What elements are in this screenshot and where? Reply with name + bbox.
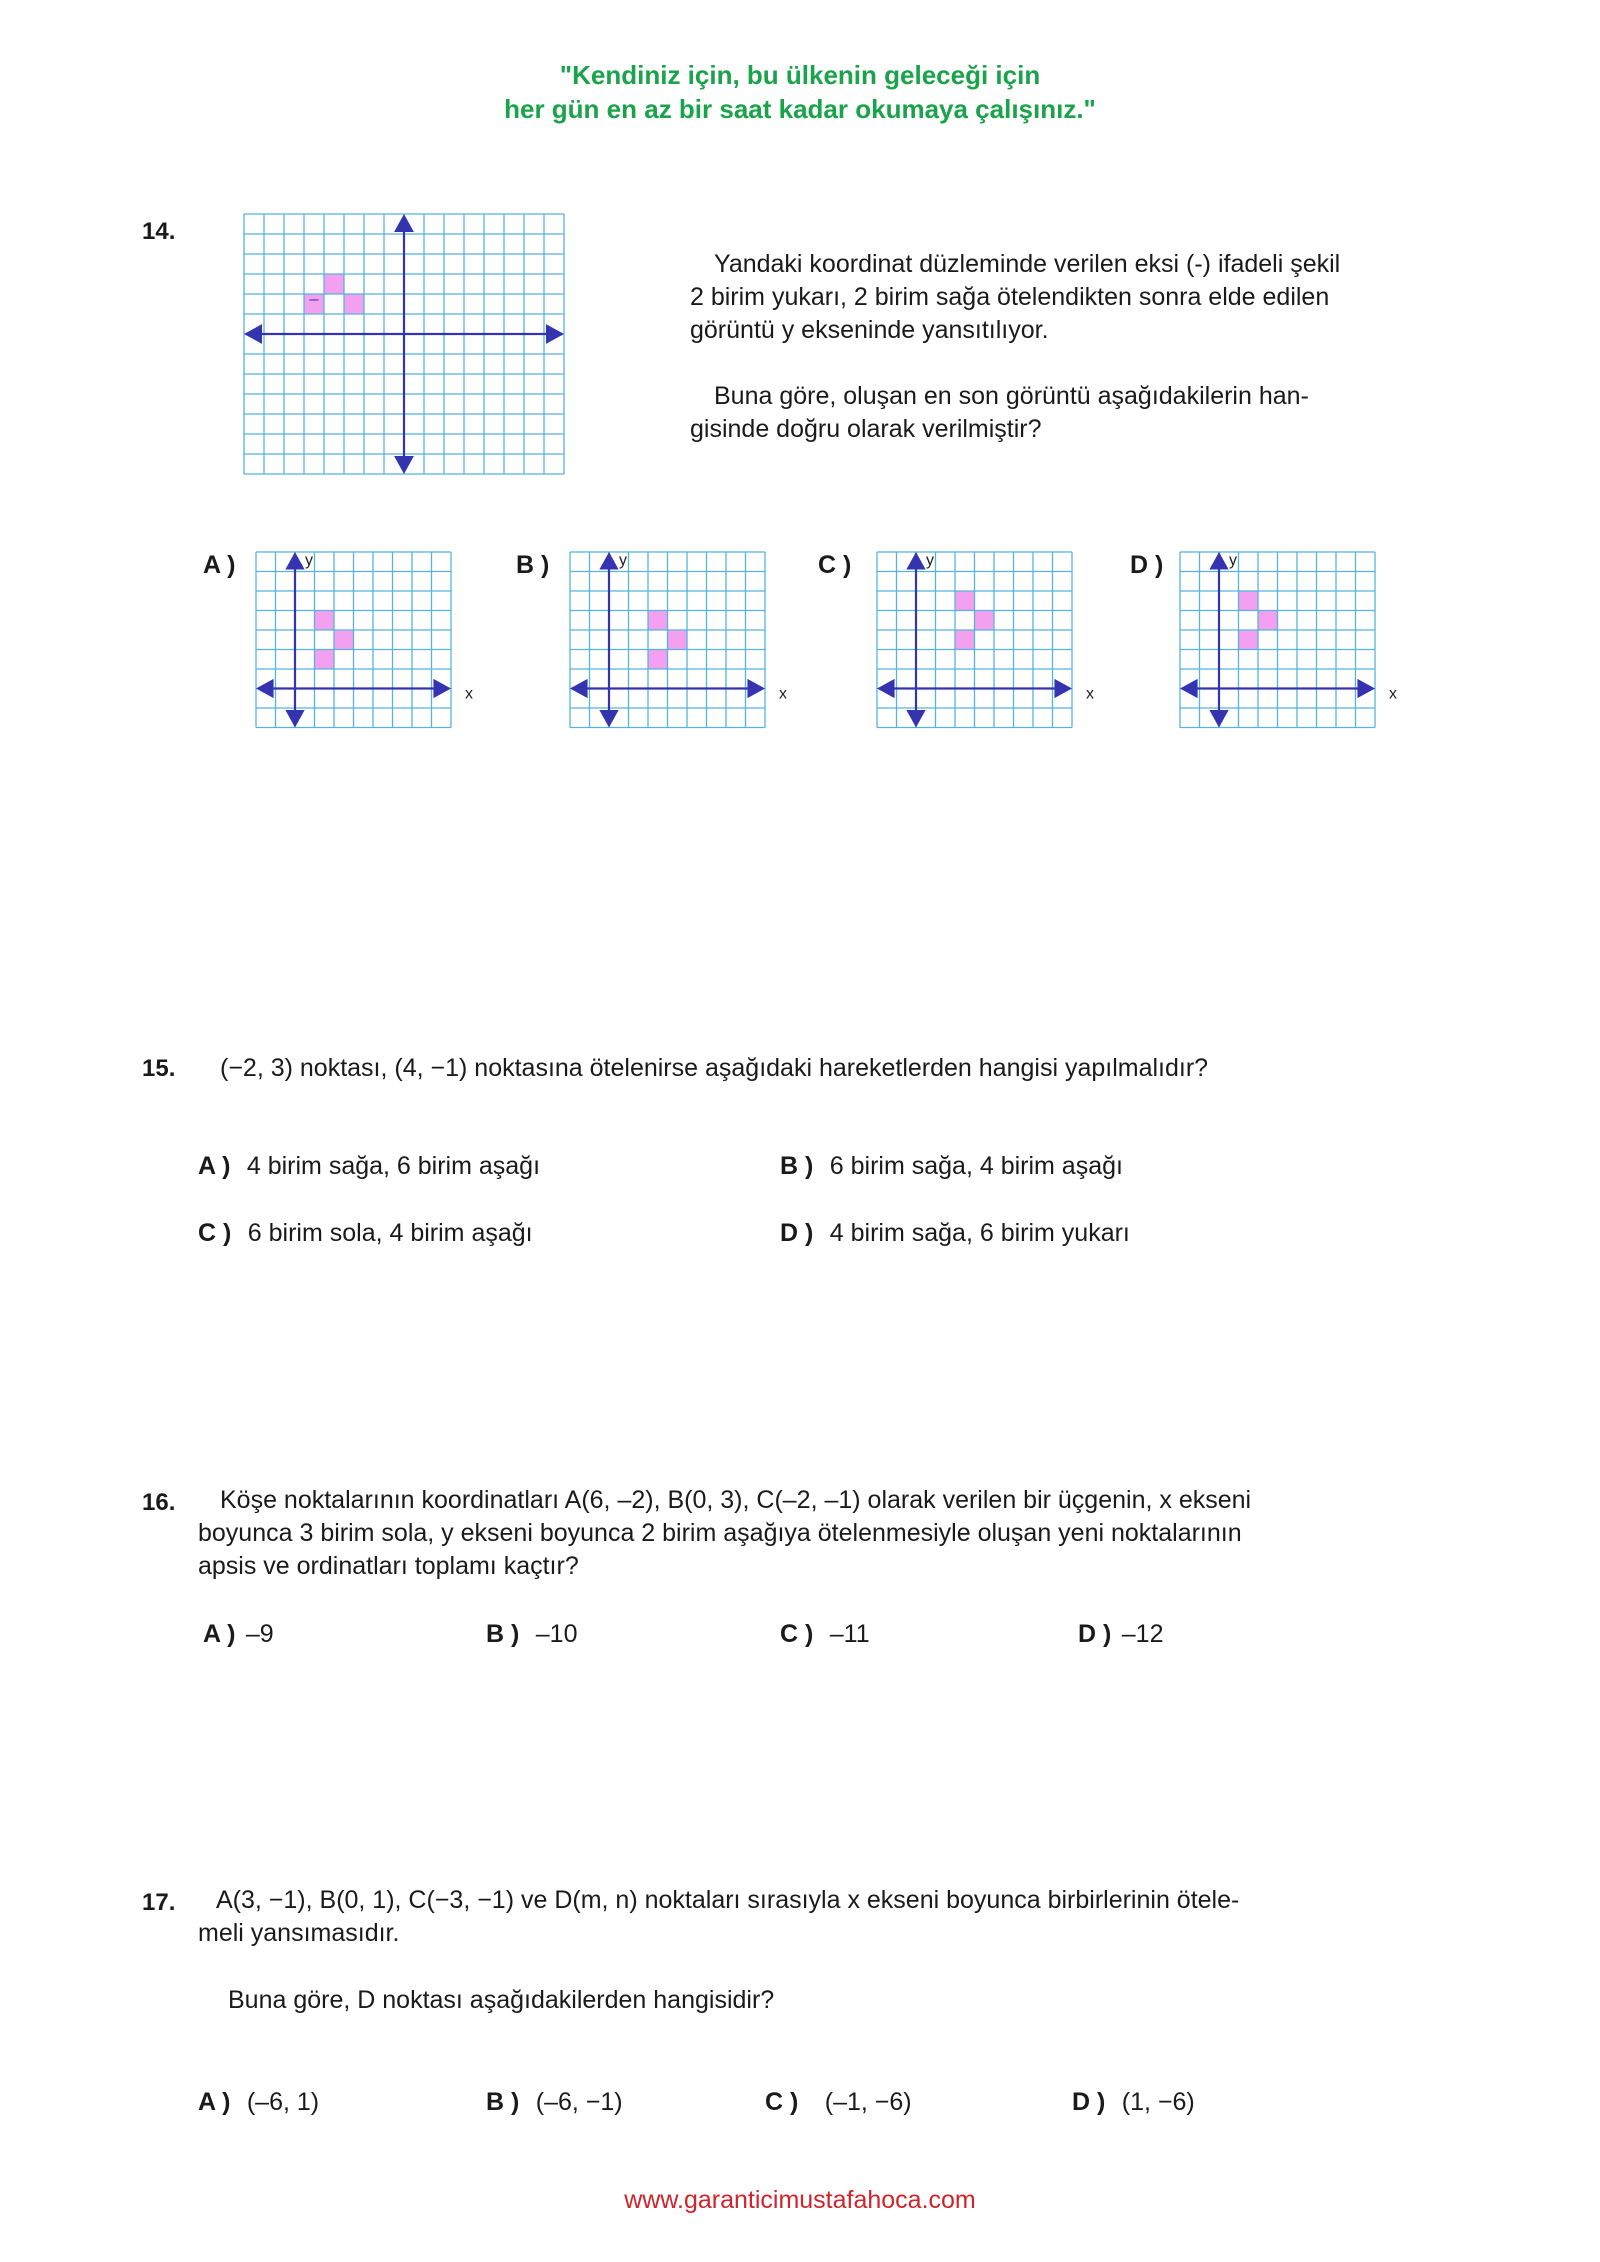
question-16-number: 16.: [142, 1489, 176, 1516]
axis-arrow-left: [877, 679, 895, 698]
y-axis-label: y: [1229, 552, 1237, 569]
question-14-text: [690, 248, 1410, 446]
axis-arrow-up: [394, 214, 414, 232]
y-axis-label: y: [305, 552, 313, 569]
q17-option-c[interactable]: [765, 2088, 912, 2117]
axis-arrow-down: [394, 456, 414, 474]
q14-line-1: Yandaki koordinat düzleminde verilen eksi (-) ifadeli şekil: [714, 250, 1341, 278]
x-axis-label: x: [1086, 685, 1094, 703]
x-axis-label: x: [465, 685, 473, 703]
q17-option-c-label: C ): [765, 2088, 799, 2116]
q14-line-3: görüntü y ekseninde yansıtılıyor.: [690, 316, 1049, 344]
option-b-grid: [570, 552, 787, 728]
q17-option-d-label: D ): [1072, 2088, 1106, 2116]
q17-option-b-text: (–6, −1): [535, 2088, 623, 2116]
main-coordinate-grid: [244, 214, 564, 474]
axis-arrow-right: [1357, 679, 1375, 698]
axis-arrow-right: [546, 324, 564, 344]
axis-arrow-left: [570, 679, 588, 698]
q15-option-c-text: 6 birim sola, 4 birim aşağı: [247, 1219, 533, 1247]
footer-url[interactable]: www.garanticimustafahoca.com: [624, 2186, 976, 2214]
q15-option-c-label: C ): [198, 1219, 232, 1247]
q15-option-b-label: B ): [780, 1152, 814, 1180]
axis-arrow-up: [599, 552, 618, 570]
axis-arrow-left: [1180, 679, 1198, 698]
q14-option-d-label[interactable]: D ): [1130, 551, 1164, 579]
q15-option-b-text: 6 birim sağa, 4 birim aşağı: [829, 1152, 1123, 1180]
shape-cell: [324, 274, 344, 294]
question-14-number: 14.: [142, 218, 176, 245]
q15-option-a-label: A ): [198, 1152, 231, 1180]
q15-option-a[interactable]: [198, 1152, 540, 1181]
option-d-grid: [1180, 552, 1397, 728]
q16-option-c-label: C ): [780, 1620, 814, 1648]
q16-option-a-label: A ): [203, 1620, 236, 1648]
q14-option-a-label[interactable]: A ): [203, 551, 236, 579]
q17-option-c-text: (–1, −6): [824, 2088, 912, 2116]
q15-option-d[interactable]: [780, 1219, 1130, 1248]
question-17-text: [198, 1884, 1558, 1950]
x-axis-label: x: [779, 685, 787, 703]
q16-option-c[interactable]: [780, 1620, 870, 1649]
header-line-1: "Kendiniz için, bu ülkenin geleceği için: [559, 60, 1041, 90]
q16-option-b-label: B ): [486, 1620, 520, 1648]
minus-sign-label: –: [309, 291, 319, 308]
q14-line-5: gisinde doğru olarak verilmiştir?: [690, 415, 1042, 443]
option-c-grid: [877, 552, 1094, 728]
q16-option-c-text: –11: [829, 1620, 870, 1648]
axis-arrow-up: [1209, 552, 1228, 570]
shape-cell: [1239, 591, 1259, 611]
shape-cell: [975, 611, 995, 631]
option-a-grid: [256, 552, 473, 728]
q17-line-1: A(3, −1), B(0, 1), C(−3, −1) ve D(m, n) noktaları sırasıyla x ekseni boyunca birbirlerinin ötele-: [216, 1886, 1240, 1914]
axis-arrow-down: [906, 710, 925, 728]
q16-option-a-text: –9: [245, 1620, 274, 1648]
question-16-text: [198, 1484, 1558, 1583]
q15-option-d-text: 4 birim sağa, 6 birim yukarı: [829, 1219, 1130, 1247]
q17-option-a[interactable]: [198, 2088, 319, 2117]
shape-cell: [334, 630, 354, 650]
q15-option-b[interactable]: [780, 1152, 1123, 1181]
q15-option-d-label: D ): [780, 1219, 814, 1247]
q17-question: Buna göre, D noktası aşağıdakilerden hangisidir?: [228, 1986, 775, 2014]
q14-line-2: 2 birim yukarı, 2 birim sağa ötelendikten sonra elde edilen: [690, 283, 1330, 311]
q17-option-d[interactable]: [1072, 2088, 1195, 2117]
q15-option-a-text: 4 birim sağa, 6 birim aşağı: [246, 1152, 541, 1180]
header-line-2: her gün en az bir saat kadar okumaya çalışınız.": [504, 94, 1096, 124]
shape-cell: [315, 650, 335, 670]
question-15-text: (−2, 3) noktası, (4, −1) noktasına ötelenirse aşağıdaki hareketlerden hangisi yapılmalıdır?: [220, 1054, 1209, 1082]
q14-option-b-label[interactable]: B ): [516, 551, 550, 579]
q17-option-d-text: (1, −6): [1121, 2088, 1195, 2116]
q16-line-2: boyunca 3 birim sola, y ekseni boyunca 2 birim aşağıya ötelenmesiyle oluşan yeni noktalarının: [198, 1519, 1242, 1547]
axis-arrow-up: [285, 552, 304, 570]
q14-line-4: Buna göre, oluşan en son görüntü aşağıdakilerin han-: [714, 382, 1309, 410]
shape-cell: [1258, 611, 1278, 631]
shape-cell: [955, 591, 975, 611]
shape-cell: [315, 611, 335, 631]
q17-option-b[interactable]: [486, 2088, 623, 2117]
axis-arrow-left: [244, 324, 262, 344]
axis-arrow-up: [906, 552, 925, 570]
axis-arrow-right: [433, 679, 451, 698]
shape-cell: [955, 630, 975, 650]
q17-option-a-label: A ): [198, 2088, 231, 2116]
q16-line-1: Köşe noktalarının koordinatları A(6, –2), B(0, 3), C(–2, –1) olarak verilen bir üçgenin, x ekseni: [220, 1486, 1252, 1514]
q17-line-2: meli yansımasıdır.: [198, 1919, 400, 1947]
shape-cell: [648, 650, 668, 670]
x-axis-label: x: [1389, 685, 1397, 703]
shape-cell: [668, 630, 688, 650]
q17-option-b-label: B ): [486, 2088, 520, 2116]
q16-option-d-label: D ): [1078, 1620, 1112, 1648]
question-15-number: 15.: [142, 1055, 176, 1082]
q16-option-b[interactable]: [486, 1620, 578, 1649]
q16-option-d-text: –12: [1121, 1620, 1164, 1648]
axis-arrow-down: [1209, 710, 1228, 728]
q14-option-c-label[interactable]: C ): [818, 551, 852, 579]
q16-option-b-text: –10: [535, 1620, 578, 1648]
shape-cell: [1239, 630, 1259, 650]
shape-cell: [344, 294, 364, 314]
q15-option-c[interactable]: [198, 1219, 533, 1248]
axis-arrow-right: [1054, 679, 1072, 698]
axis-arrow-down: [599, 710, 618, 728]
axis-arrow-right: [747, 679, 765, 698]
shape-cell: [648, 611, 668, 631]
question-17-number: 17.: [142, 1889, 176, 1916]
q17-option-a-text: (–6, 1): [246, 2088, 320, 2116]
q16-option-d[interactable]: [1078, 1620, 1164, 1649]
q16-option-a[interactable]: [203, 1620, 274, 1649]
axis-arrow-left: [256, 679, 274, 698]
q16-line-3: apsis ve ordinatları toplamı kaçtır?: [198, 1552, 579, 1580]
y-axis-label: y: [619, 552, 627, 569]
y-axis-label: y: [926, 552, 934, 569]
axis-arrow-down: [285, 710, 304, 728]
